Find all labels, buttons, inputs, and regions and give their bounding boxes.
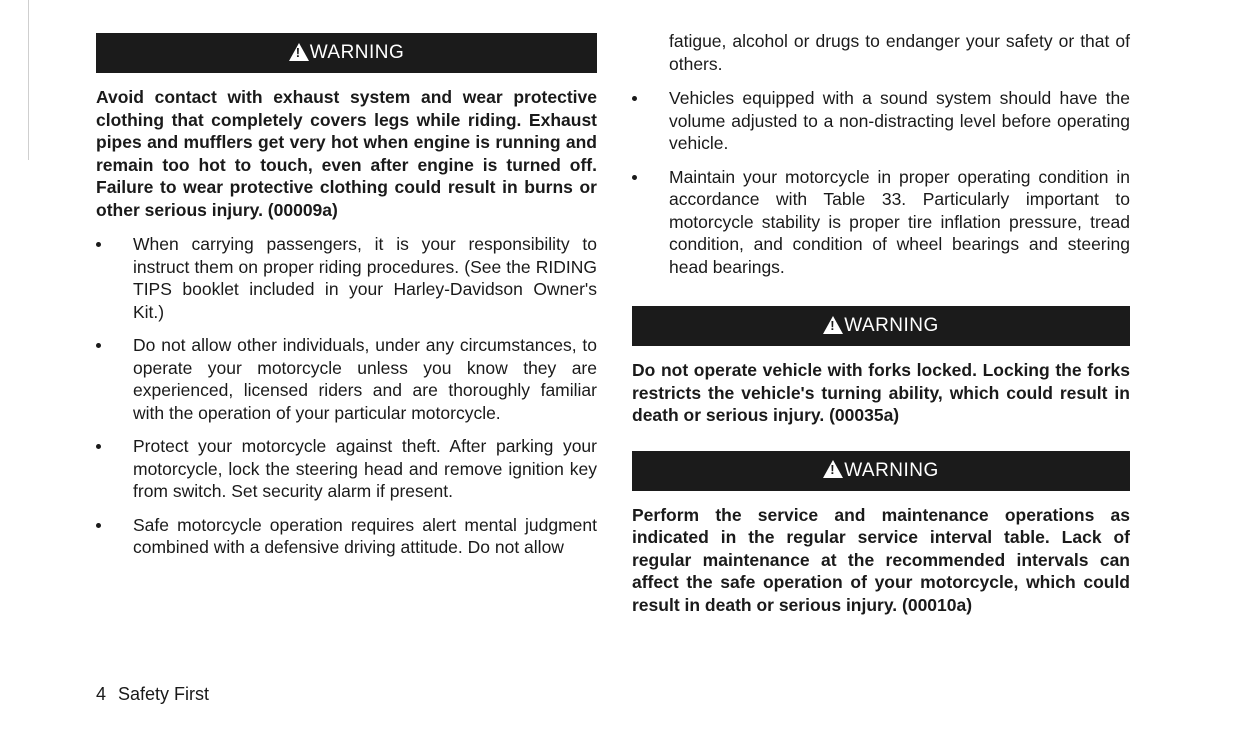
- warning-triangle-icon: [823, 460, 843, 478]
- list-item: [632, 87, 1130, 155]
- bullet-icon: [632, 96, 637, 101]
- warning-triangle-icon: [823, 316, 843, 334]
- list-item: [96, 514, 597, 559]
- list-item-text: Maintain your motorcycle in proper operating condition in accordance with Table 33. Particularly important to motorcycle stability is proper tire inflation pressure, tread condition, and condition of wheel bearings and steering head bearings.: [669, 166, 1130, 277]
- warning-label: WARNING: [844, 459, 939, 481]
- list-item-text: Safe motorcycle operation requires alert mental judgment combined with a defensive driving attitude. Do not allow: [133, 514, 597, 557]
- section-title: Safety First: [118, 684, 210, 704]
- bullet-icon: [96, 343, 101, 348]
- warning-text-maintenance: Perform the service and maintenance operations as indicated in the regular service interval table. Lack of regular maintenance at the recommended intervals can affect the safe operation of your motorcycle, which could result in death or serious injury. (00010a): [632, 504, 1130, 615]
- list-item-text: When carrying passengers, it is your responsibility to instruct them on proper riding procedures. (See the RIDING TIPS booklet included in your Harley-Davidson Owner's Kit.): [133, 234, 597, 322]
- warning-banner-maintenance: [632, 451, 1130, 491]
- warning-text-exhaust: Avoid contact with exhaust system and wear protective clothing that completely covers legs while riding. Exhaust pipes and mufflers get very hot when engine is running and remain too hot to touch, even after engine is turned off. Failure to wear protective clothing could result in burns or other serious injury. (00009a): [96, 87, 597, 220]
- bullet-icon: [632, 175, 637, 180]
- warning-banner-forks: [632, 306, 1130, 346]
- warning-banner-exhaust: [96, 33, 597, 73]
- warning-label: WARNING: [844, 315, 939, 336]
- list-item: [96, 435, 597, 503]
- page-number: 4: [96, 684, 107, 704]
- continuation-text: fatigue, alcohol or drugs to endanger your safety or that of others.: [669, 31, 1130, 74]
- right-column: [632, 0, 1130, 616]
- list-item-text: Vehicles equipped with a sound system should have the volume adjusted to a non-distracting level before operating vehicle.: [669, 88, 1130, 153]
- list-item-text: Do not allow other individuals, under any circumstances, to operate your motorcycle unless you know they are experienced, licensed riders and are thoroughly familiar with the operation of your particular motorcycle.: [133, 335, 597, 423]
- warning-text-forks: Do not operate vehicle with forks locked. Locking the forks restricts the vehicle's turning ability, which could result in death or serious injury. (00035a): [632, 360, 1130, 425]
- list-item: [96, 334, 597, 424]
- list-item: [632, 166, 1130, 279]
- bullet-icon: [96, 444, 101, 449]
- right-bullet-list: [632, 87, 1130, 278]
- warning-triangle-icon: [289, 43, 309, 61]
- warning-label: WARNING: [309, 42, 405, 63]
- bullet-icon: [96, 523, 101, 528]
- left-bullet-list: [96, 233, 597, 559]
- page-footer: [96, 683, 209, 705]
- page-binding-line: [28, 0, 29, 160]
- left-column: [96, 0, 597, 559]
- list-item-text: Protect your motorcycle against theft. After parking your motorcycle, lock the steering head and remove ignition key from switch. Set security alarm if present.: [133, 436, 597, 501]
- list-item: [96, 233, 597, 323]
- bullet-icon: [96, 242, 101, 247]
